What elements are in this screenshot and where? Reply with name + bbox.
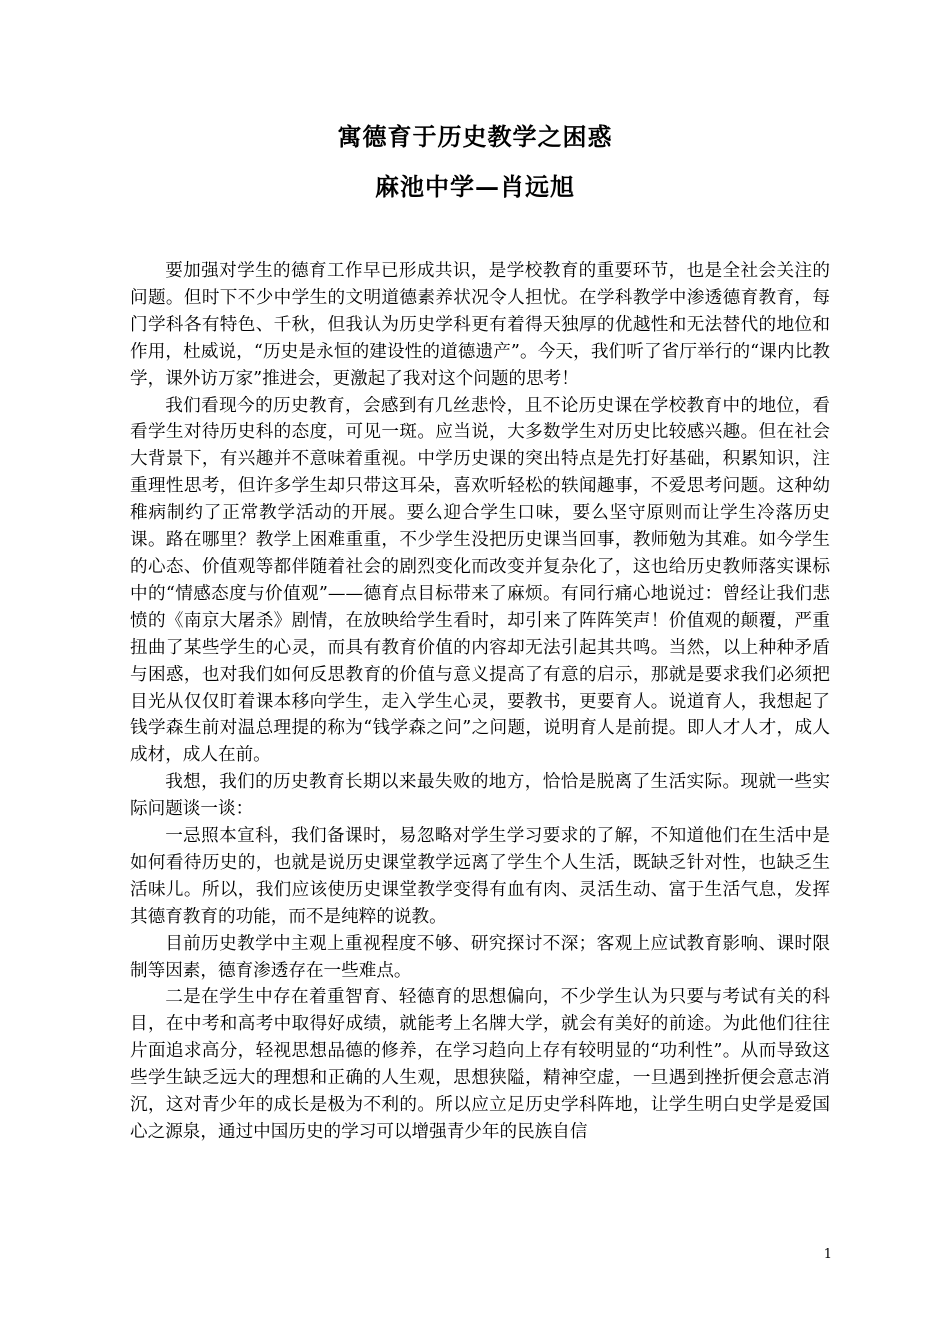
paragraph-4: 一忌照本宣科，我们备课时，易忽略对学生学习要求的了解，不知道他们在生活中是如何看待历史的，也就是说历史课堂教学远离了学生个人生活，既缺乏针对性，也缺乏生活味儿。所以，我们应该使历史课堂教学变得有血有肉、灵活生动、富于生活气息，发挥其德育教育的功能，而不是纯粹的说教。 [130, 826, 830, 927]
page-number: 1 [823, 1247, 832, 1262]
document-body [130, 258, 830, 1146]
paragraph-6: 二是在学生中存在着重智育、轻德育的思想偏向，不少学生认为只要与考试有关的科目，在中考和高考中取得好成绩，就能考上名牌大学，就会有美好的前途。为此他们往往片面追求高分，轻视思想品德的修养，在学习趋向上存有较明显的“功利性”。从而导致这些学生缺乏远大的理想和正确的人生观，思想狭隘，精神空虚，一旦遇到挫折便会意志消沉，这对青少年的成长是极为不利的。所以应立足历史学科阵地，让学生明白史学是爱国心之源泉，通过中国历史的学习可以增强青少年的民族自信 [130, 987, 830, 1142]
paragraph-2: 我们看现今的历史教育，会感到有几丝悲怜，且不论历史课在学校教育中的地位，看看学生对待历史科的态度，可见一斑。应当说，大多数学生对历史比较感兴趣。但在社会大背景下，有兴趣并不意味着重视。中学历史课的突出特点是先打好基础，积累知识，注重理性思考，但许多学生却只带这耳朵，喜欢听轻松的轶闻趣事，不爱思考问题。这种幼稚病制约了正常教学活动的开展。要么迎合学生口味，要么坚守原则而让学生冷落历史课。路在哪里？教学上困难重重，不少学生没把历史课当回事，教师勉为其难。如今学生的心态、价值观等都伴随着社会的剧烈变化而改变并复杂化了，这也给历史教师落实课标中的“情感态度与价值观”——德育点目标带来了麻烦。有同行痛心地说过：曾经让我们悲愤的《南京大屠杀》剧情，在放映给学生看时，却引来了阵阵笑声！价值观的颠覆，严重扭曲了某些学生的心灵，而具有教育价值的内容却无法引起其共鸣。当然，以上种种矛盾与困惑，也对我们如何反思教育的价值与意义提高了有意的启示，那就是要求我们必须把目光从仅仅盯着课本移向学生，走入学生心灵，要教书，更要育人。说道育人，我想起了钱学森生前对温总理提的称为“钱学森之问”之问题，说明育人是前提。即人才人才，成人成材，成人在前。 [130, 395, 830, 766]
author-line: 麻池中学—肖远旭 [375, 172, 575, 201]
document-title: 寓德育于历史教学之困惑 [337, 122, 613, 151]
paragraph-5: 目前历史教学中主观上重视程度不够、研究探讨不深；客观上应试教育影响、课时限制等因素，德育渗透存在一些难点。 [130, 933, 830, 981]
paragraph-1: 要加强对学生的德育工作早已形成共识，是学校教育的重要环节，也是全社会关注的问题。但时下不少中学生的文明道德素养状况令人担忧。在学科教学中渗透德育教育，每门学科各有特色、千秋，但我认为历史学科更有着得天独厚的优越性和无法替代的地位和作用，杜威说，“历史是永恒的建设性的道德遗产”。今天，我们听了省厅举行的“课内比教学，课外访万家”推进会，更激起了我对这个问题的思考！ [130, 261, 830, 389]
paragraph-3: 我想，我们的历史教育长期以来最失败的地方，恰恰是脱离了生活实际。现就一些实际问题谈一谈： [130, 772, 830, 820]
